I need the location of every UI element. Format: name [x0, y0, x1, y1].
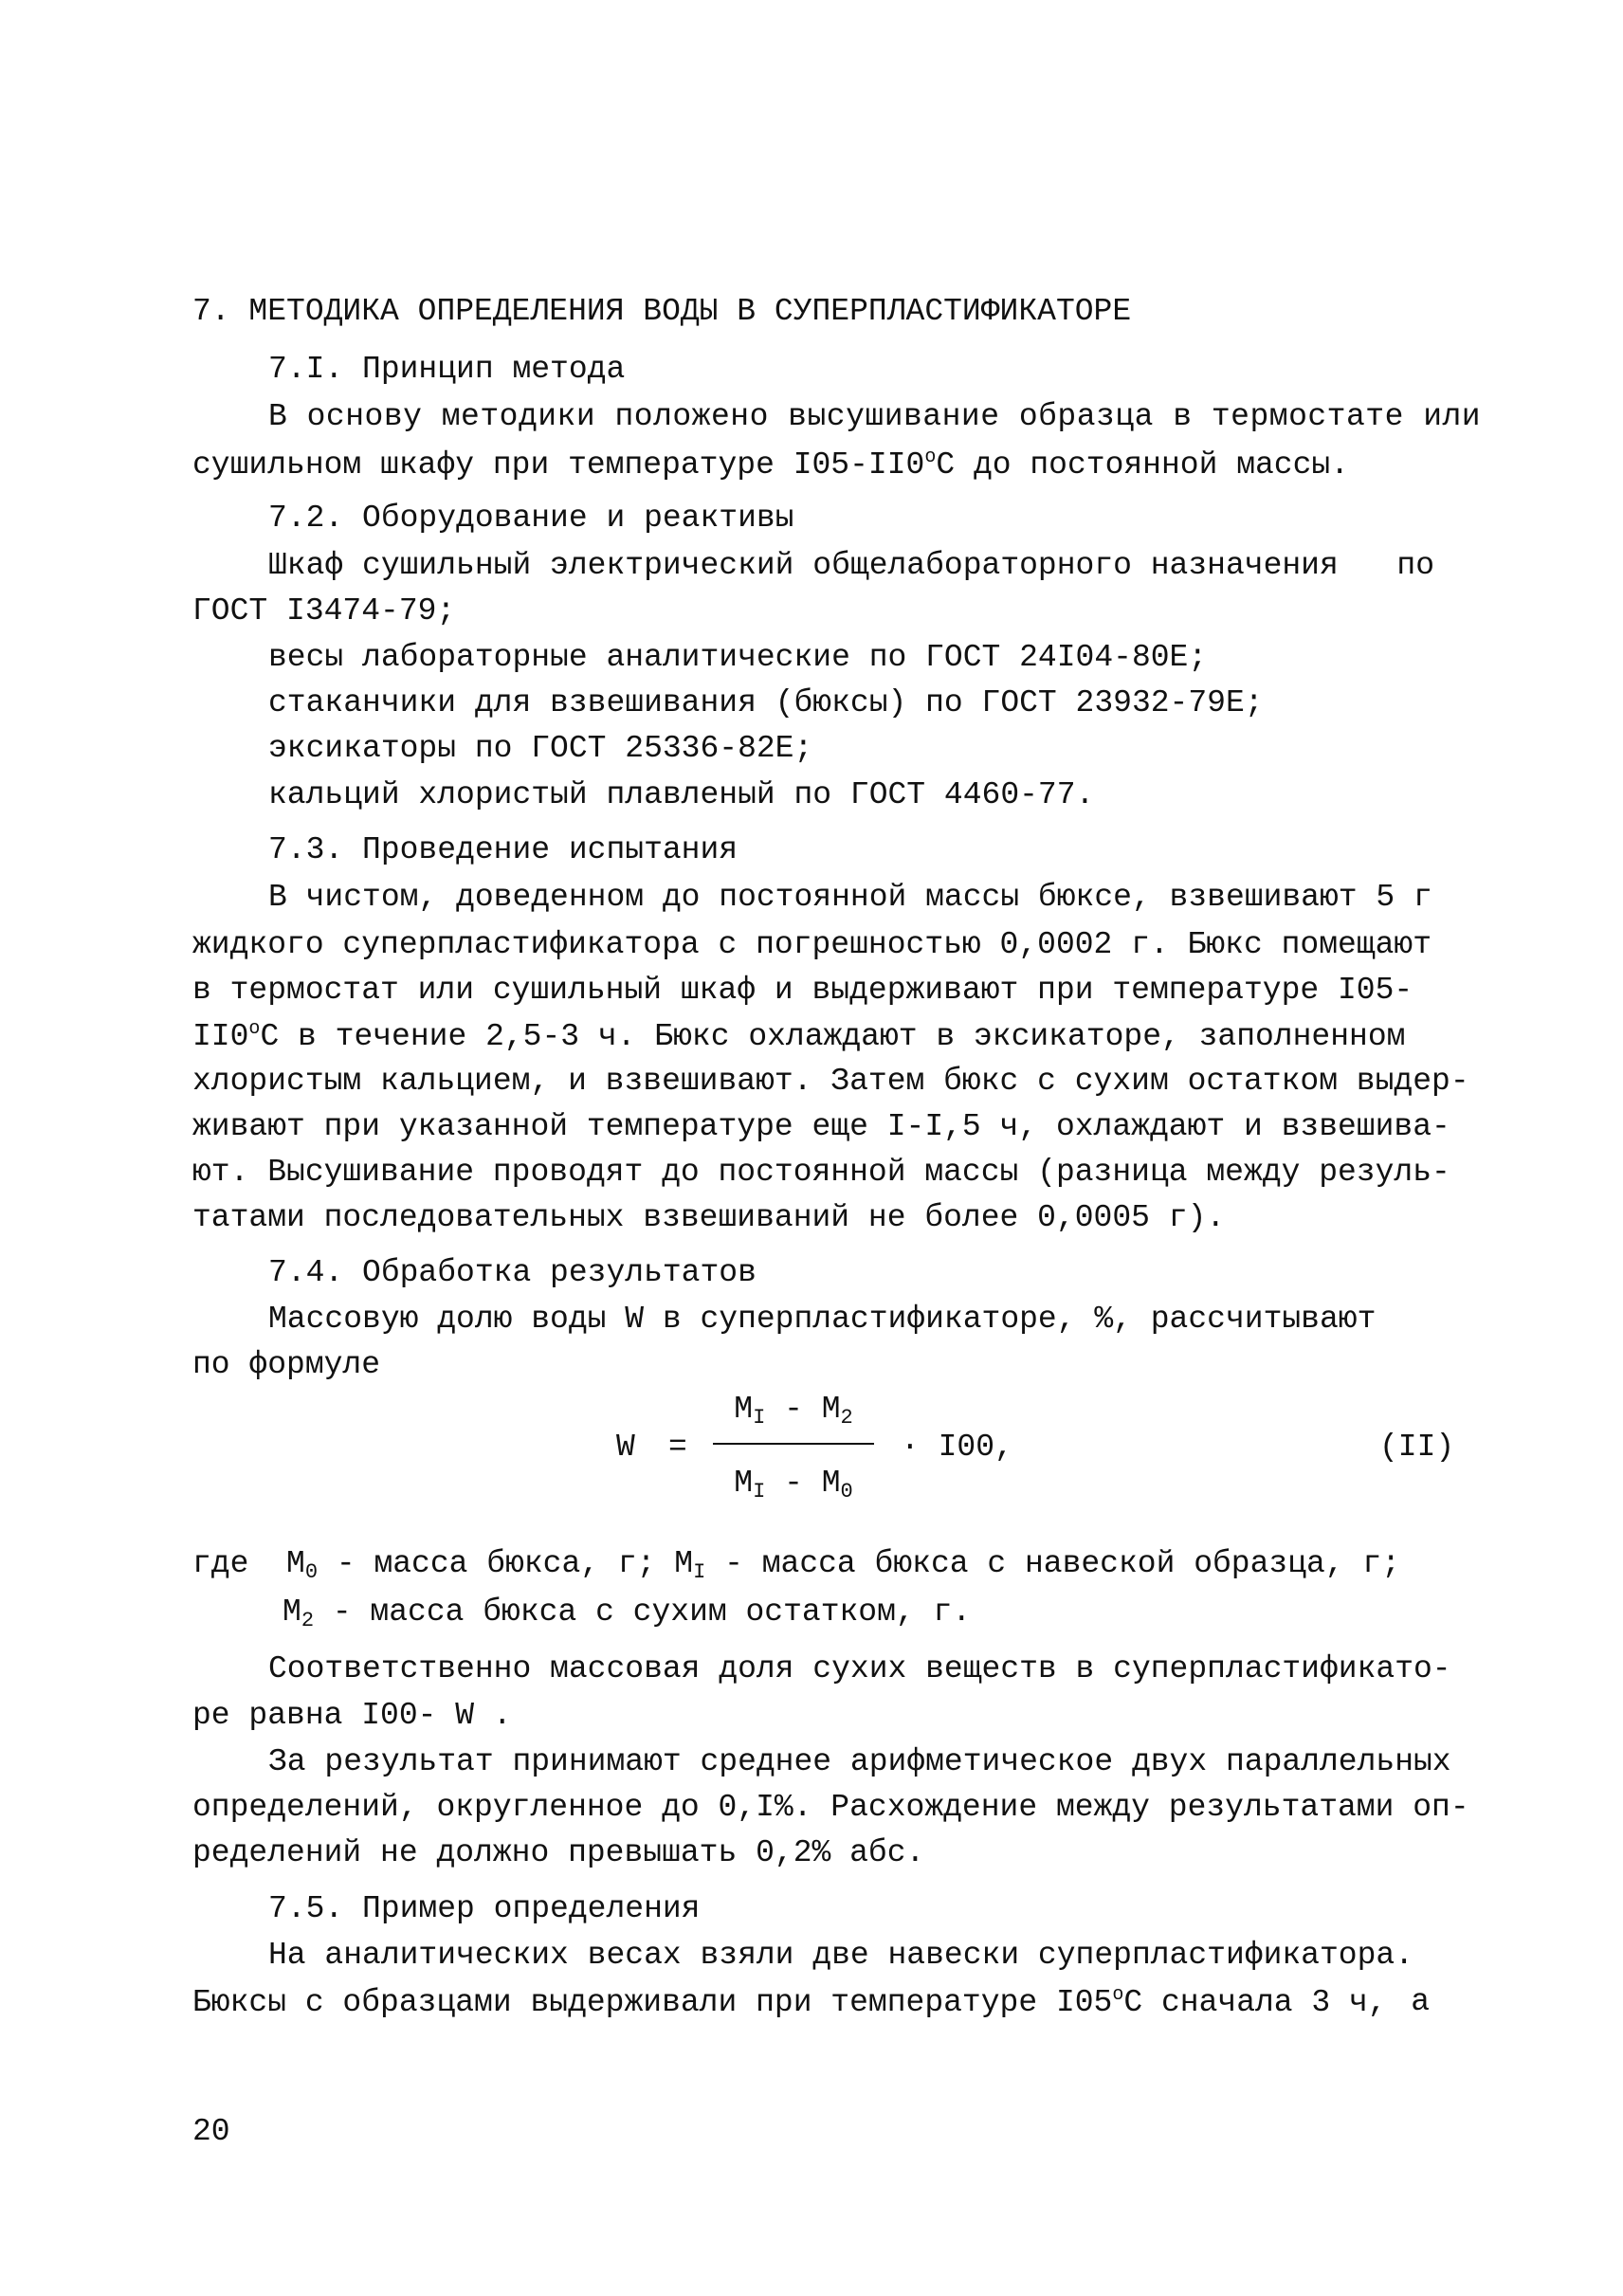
paragraph-line: определений, округленное до 0,I%. Расхождение между результатами оп- [192, 1790, 1469, 1825]
paragraph-line: Массовую долю воды W в суперпластификаторе, %, рассчитывают [268, 1302, 1377, 1337]
paragraph-line: На аналитических весах взяли две навески суперпластификатора. [268, 1938, 1413, 1973]
paragraph-line: ределений не должно превышать 0,2% абс. [192, 1835, 925, 1870]
paragraph-line: В чистом, доведенном до постоянной массы бюксе, взвешивают 5 г [268, 880, 1432, 915]
subscript: I [753, 1406, 766, 1430]
text: М [734, 1392, 754, 1427]
paragraph-line: Соответственно массовая доля сухих веществ в суперпластификато- [268, 1651, 1451, 1686]
subsection-title-7-3: 7.3. Проведение испытания [268, 832, 739, 867]
subsection-title-7-2: 7.2. Оборудование и реактивы [268, 501, 794, 536]
paragraph-line: в термостат или сушильный шкаф и выдерживают при температуре I05- [192, 973, 1413, 1008]
fraction-denominator [713, 1467, 874, 1503]
formula-lhs: W [616, 1430, 635, 1465]
paragraph-line: жидкого суперпластификатора с погрешностью 0,0002 г. Бюкс помещают [192, 927, 1432, 962]
text: С до постоянной массы. [936, 447, 1350, 483]
list-item: весы лабораторные аналитические по ГОСТ 24I04-80Е; [268, 640, 1208, 675]
paragraph-line: живают при указанной температуре еще I-I,5 ч, охлаждают и взвешива- [192, 1109, 1450, 1144]
text: С в течение 2,5-3 ч. Бюкс охлаждают в эксикаторе, заполненном [260, 1019, 1406, 1054]
subsection-title-7-4: 7.4. Обработка результатов [268, 1255, 757, 1290]
text: по [1396, 548, 1434, 583]
paragraph-line [192, 1548, 1400, 1583]
text: а [1411, 1984, 1430, 2019]
text: - масса бюкса с навеской образца, г; [705, 1546, 1401, 1581]
paragraph-line: За результат принимают среднее арифметическое двух параллельных [268, 1744, 1451, 1779]
formula-number: (II) [1379, 1430, 1455, 1465]
subscript: I [693, 1560, 706, 1584]
paragraph-line [192, 448, 1349, 481]
formula-equals: = [668, 1430, 687, 1465]
degree-sup: о [1112, 1984, 1124, 2006]
section-heading: 7. МЕТОДИКА ОПРЕДЕЛЕНИЯ ВОДЫ В СУПЕРПЛАСТИФИКАТОРЕ [192, 294, 1132, 329]
subscript: 2 [301, 1609, 315, 1632]
list-item: эксикаторы по ГОСТ 25336-82Е; [268, 731, 813, 766]
paragraph-line [192, 1020, 1405, 1052]
subsection-title-7-5: 7.5. Пример определения [268, 1891, 701, 1926]
text: М [821, 1392, 841, 1427]
list-item: стаканчики для взвешивания (бюксы) по ГОСТ 23932-79Е; [268, 685, 1264, 720]
subsection-title-7-1: 7.I. Принцип метода [268, 352, 626, 387]
paragraph-line [268, 399, 1482, 434]
text: М [821, 1466, 841, 1501]
paragraph-line: хлористым кальцием, и взвешивают. Затем бюкс с сухим остатком выдер- [192, 1064, 1469, 1099]
text: С сначала 3 ч, [1123, 1985, 1387, 2020]
subscript: 0 [304, 1560, 319, 1584]
text: сушильном шкафу при температуре I05-II0 [192, 447, 925, 483]
text: II0 [192, 1019, 249, 1054]
list-item: кальций хлористый плавленый по ГОСТ 4460-77. [268, 777, 1095, 812]
paragraph-line: по формуле [192, 1347, 381, 1382]
paragraph-line: ют. Высушивание проводят до постоянной массы (разница между резуль- [192, 1155, 1450, 1190]
text: В основу методики положено высушивание образца в термостате или [268, 399, 1482, 434]
text: - [765, 1392, 822, 1427]
text: М [283, 1594, 301, 1630]
fraction-bar [713, 1443, 874, 1445]
page-number: 20 [192, 2114, 230, 2149]
formula-fraction [713, 1394, 874, 1517]
paragraph-line [283, 1596, 971, 1631]
paragraph-line: ГОСТ I3474-79; [192, 593, 456, 629]
subscript: I [753, 1480, 766, 1503]
text: М [734, 1466, 754, 1501]
text: Бюксы с образцами выдерживали при температуре I05 [192, 1985, 1113, 2020]
text: где М [192, 1546, 305, 1581]
text: - [765, 1466, 822, 1501]
paragraph-line [192, 1986, 1430, 2018]
subscript: 2 [840, 1406, 853, 1430]
text: Шкаф сушильный электрический общелабораторного назначения [268, 548, 1339, 583]
fraction-numerator [713, 1394, 874, 1429]
text [192, 1986, 1387, 2018]
formula-multiplier: · I00, [901, 1430, 1013, 1465]
degree-sup: о [248, 1018, 261, 1040]
subscript: 0 [840, 1480, 853, 1503]
paragraph-line: татами последовательных взвешиваний не более 0,0005 г). [192, 1200, 1226, 1235]
text: - масса бюкса, г; М [318, 1546, 694, 1581]
paragraph-line [268, 550, 1434, 581]
degree-sup: о [924, 446, 937, 468]
paragraph-line: ре равна I00- W . [192, 1698, 512, 1733]
text: - масса бюкса с сухим остатком, г. [314, 1594, 972, 1630]
